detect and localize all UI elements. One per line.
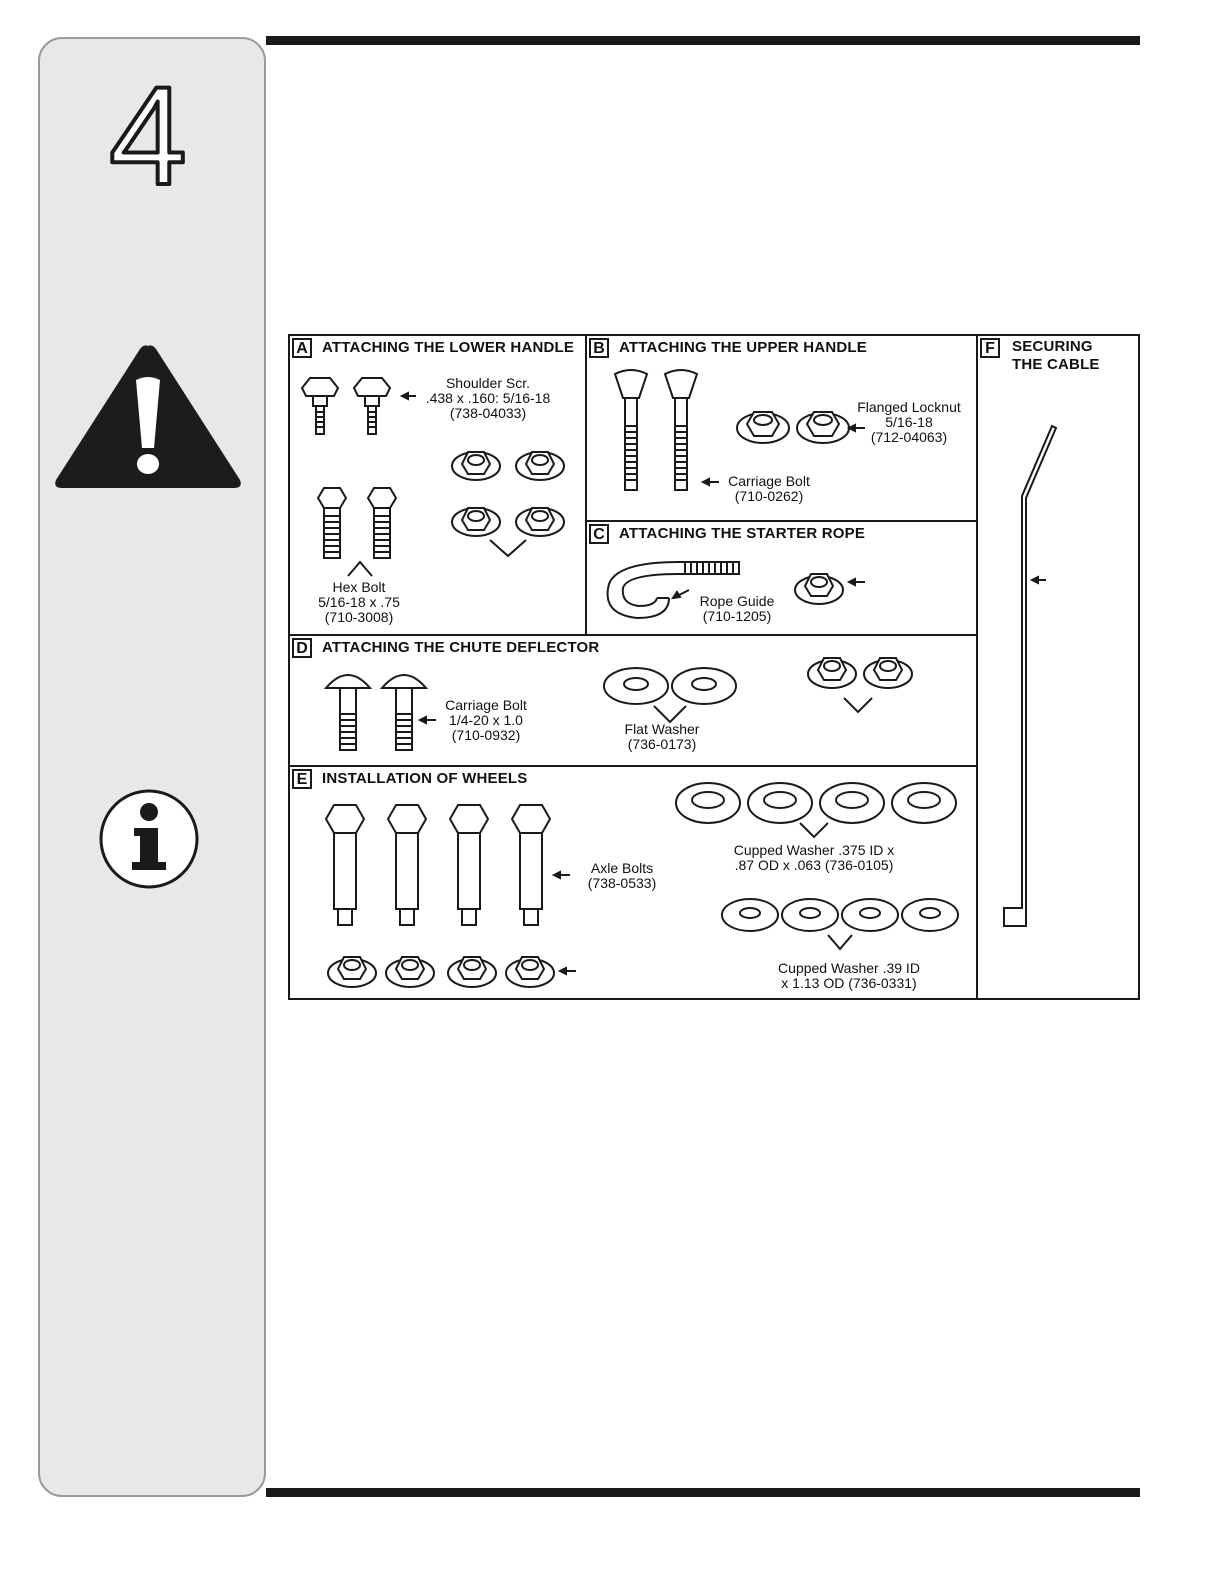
- label-line: Carriage Bolt: [728, 473, 810, 489]
- panel-title-line: SECURING: [1012, 338, 1093, 355]
- flat-washer-drawing: [604, 668, 736, 722]
- carriage-bolt-label: [436, 698, 536, 743]
- label-line: Axle Bolts: [590, 860, 654, 876]
- label-line: Cupped Washer .39 ID: [778, 960, 920, 976]
- shoulder-screw-label: [422, 376, 554, 421]
- label-line: 5/16-18 x .75: [318, 594, 400, 610]
- label-line: (712-04063): [870, 429, 948, 445]
- panel-c: [587, 522, 978, 636]
- panel-d: [290, 636, 978, 767]
- flanged-locknut-drawing: [737, 412, 865, 443]
- label-line: (736-0173): [627, 736, 697, 752]
- hex-bolt-drawing: [318, 488, 396, 576]
- label-line: (710-3008): [324, 609, 394, 625]
- label-line: (710-1205): [702, 608, 772, 624]
- info-icon: [98, 788, 200, 890]
- panel-letter: E: [292, 769, 312, 789]
- carriage-bolt-drawing: [326, 675, 436, 750]
- panel-b: [587, 336, 978, 522]
- label-line: Rope Guide: [699, 593, 775, 609]
- bottom-rule: [266, 1488, 1140, 1497]
- flange-nut-drawing: [795, 574, 865, 604]
- cupped-washer-small-label: [764, 961, 934, 991]
- label-line: Flat Washer: [624, 721, 700, 737]
- carriage-bolt-label: [719, 474, 819, 504]
- label-line: Cupped Washer .375 ID x: [733, 842, 895, 858]
- panel-a: [290, 336, 587, 636]
- panel-e: [290, 767, 978, 998]
- panel-title: INSTALLATION OF WHEELS: [322, 770, 528, 787]
- chapter-number: [100, 72, 196, 192]
- panel-title: ATTACHING THE UPPER HANDLE: [619, 339, 867, 356]
- shoulder-screw-drawing: [302, 378, 416, 434]
- label-line: .87 OD x .063 (736-0105): [734, 857, 894, 873]
- label-line: (738-04033): [449, 405, 527, 421]
- label-line: Carriage Bolt: [445, 697, 527, 713]
- panel-title-line: THE CABLE: [1012, 356, 1100, 373]
- label-line: (710-0262): [734, 488, 804, 504]
- carriage-bolt-drawing: [615, 370, 719, 490]
- hex-bolt-label: [304, 580, 414, 625]
- rope-guide-label: [685, 594, 789, 624]
- flanged-locknut-label: [847, 400, 971, 445]
- label-line: Shoulder Scr.: [445, 375, 531, 391]
- cupped-washer-large-label: [714, 843, 914, 873]
- cable-drawing: [1004, 426, 1056, 926]
- top-rule: [266, 36, 1140, 45]
- label-line: (710-0932): [451, 727, 521, 743]
- flat-washer-label: [612, 722, 712, 752]
- label-line: .438 x .160: 5/16-18: [425, 390, 551, 406]
- label-line: Flanged Locknut: [857, 399, 961, 415]
- panel-title: ATTACHING THE LOWER HANDLE: [322, 339, 575, 356]
- cupped-washers-small-drawing: [722, 899, 958, 949]
- axle-bolts-label: [574, 861, 670, 891]
- hardware-figure: [288, 334, 1140, 1000]
- axle-bolts-drawing: [326, 805, 570, 925]
- panel-letter: A: [292, 338, 312, 358]
- flange-nuts-drawing: [452, 452, 564, 556]
- panel-letter: B: [589, 338, 609, 358]
- cupped-washers-large-drawing: [676, 783, 956, 837]
- label-line: x 1.13 OD (736-0331): [781, 975, 917, 991]
- panel-title: ATTACHING THE CHUTE DEFLECTOR: [322, 639, 600, 656]
- panel-letter: F: [980, 338, 1000, 358]
- hex-nuts-drawing: [328, 957, 576, 987]
- label-line: 1/4-20 x 1.0: [449, 712, 523, 728]
- label-line: (738-0533): [587, 875, 657, 891]
- panel-letter: D: [292, 638, 312, 658]
- label-line: Hex Bolt: [332, 579, 386, 595]
- panel-f-art: [978, 336, 1138, 998]
- panel-title: ATTACHING THE STARTER ROPE: [619, 525, 866, 542]
- panel-letter: C: [589, 524, 609, 544]
- chapter-number-text: 4: [109, 72, 187, 192]
- label-line: 5/16-18: [885, 414, 933, 430]
- warning-icon: [52, 340, 244, 492]
- flange-nuts-drawing: [808, 658, 912, 712]
- panel-f: [978, 336, 1138, 998]
- sidebar-panel: [38, 37, 266, 1497]
